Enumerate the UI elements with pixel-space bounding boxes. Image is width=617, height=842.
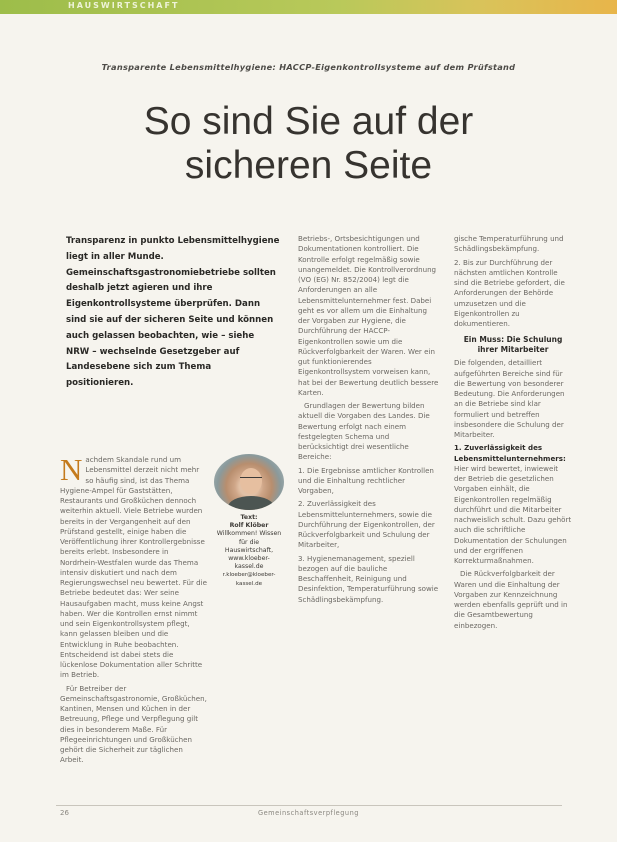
body-paragraph: Grundlagen der Bewertung bilden aktuell die Vorgaben des Landes. Die Bewertung erfolgt nach einem festgelegten Schema und berücksichtigt drei wesentliche Bereiche:: [298, 401, 430, 462]
author-label: Text:: [240, 514, 258, 521]
author-credit: [214, 514, 284, 588]
paragraph-heading: 1. Zuverlässigkeit des Lebensmittelunternehmers:: [454, 443, 566, 463]
body-paragraph: 1. Zuverlässigkeit des Lebensmittelunternehmers: Hier wird bewertet, inwieweit der Betrieb die gesetzlichen Vorgaben einhält, die Eigenkontrollen regelmäßig durchführt und die Mitarbeiter nachweislich schult. Dazu gehört auch die schriftliche Dokumentation der Schulungen und der ergriffenen Korrekturmaßnahmen.: [454, 443, 572, 565]
body-text: achdem Skandale rund um Lebensmittel derzeit nicht mehr so häufig sind, ist das Thema Hygiene-Ampel für Gaststätten, Restaurants und Großküchen dennoch weiterhin aktuell. Viele Betriebe wurden bereits in der Vergangenheit auf den Prüfstand gestellt, einige haben die Veröffentlichung ihrer Kontrollergebnisse bereits erlebt. Insbesondere in Nordrhein-Westfalen wurde das Thema intensiv diskutiert und nach dem Regierungswechsel neu bewertet. Für die Betriebe bedeutet das: Wer seine Hausaufgaben macht, muss keine Angst haben. Wer die Kontrollen ernst nimmt und sein Eigenkontrollsystem pflegt, kann gelassen bleiben und die Entwicklung in Ruhe beobachten. Entscheidend ist dabei stets die lückenlose Dokumentation aller Schritte im Betrieb.: [60, 455, 207, 680]
body-paragraph: Die folgenden, detailliert aufgeführten Bereiche sind für die Bewertung von besonderer Bedeutung. Die Anforderungen an die Betriebe sind klar formuliert und betreffen insbesondere die Schulung der Mitarbeiter.: [454, 358, 565, 439]
list-item: 2. Bis zur Durchführung der nächsten amtlichen Kontrolle sind die Betriebe gefordert, die Anforderungen der Behörde umzusetzen und die Eigenkontrollen zu dokumentieren.: [454, 257, 565, 328]
headline-line-1: So sind Sie auf der: [143, 100, 474, 143]
author-email: r.kloeber@kloeber-kassel.de: [222, 572, 276, 587]
list-item: 2. Zuverlässigkeit des Lebensmittelunternehmers, sowie die Durchführung der Eigenkontrollen, der Rückverfolgbarkeit und Schulung der Mitarbeiter,: [298, 499, 435, 550]
author-name: Rolf Klöber: [229, 522, 269, 530]
body-column-3: [454, 234, 572, 819]
headline-line-2: sicheren Seite: [184, 144, 433, 187]
body-paragraph: Für Betreiber der Gemeinschaftsgastronomie, Großküchen, Kantinen, Mensen und Küchen in der Betreuung, Pflege und Verpflegung gilt dies in besonderem Maße. Für Pflegeeinrichtungen und Großküchen gehört die Sicherheit zur täglichen Arbeit.: [60, 683, 207, 765]
body-paragraph: Die Rückverfolgbarkeit der Waren und die Einhaltung der Vorgaben zur Kennzeichnung werden ebenfalls geprüft und in die Gesamtbewertung einbezogen.: [454, 569, 568, 630]
list-item: 3. Hygienemanagement, speziell bezogen auf die bauliche Beschaffenheit, Reinigung und Desinfektion, Temperaturführung sowie Schädlingsbekämpfung.: [298, 553, 439, 604]
article-kicker: Transparente Lebensmittelhygiene: HACCP-Eigenkontrollsysteme auf dem Prüfstand: [101, 62, 516, 72]
author-web-2: kassel.de: [234, 563, 264, 571]
author-photo: [214, 454, 284, 510]
page-number: 26: [60, 809, 69, 817]
body-paragraph: Betriebs-, Ortsbesichtigungen und Dokumentationen kontrolliert. Die Kontrolle erfolgt regelmäßig sowie unangemeldet. Die Kontrollverordnung (VO (EG) Nr. 852/2004) legt die Anforderungen an alle Lebensmittelunternehmer fest. Dabei geht es vor allem um die Einhaltung der Vorgaben zur Hygiene, die Durchführung der HACCP-Eigenkontrollen sowie um die Rückverfolgbarkeit der Waren. Wer ein gut funktionierendes Eigenkontrollsystem vorweisen kann, hat bei der Bewertung deutlich bessere Karten.: [298, 234, 439, 397]
footer-divider: [56, 805, 562, 806]
author-role: Willkommen! Wissen für die Hauswirtschaft,: [216, 530, 282, 554]
section-header-bar: [0, 0, 617, 14]
body-column-1: [60, 455, 208, 823]
lead-paragraph: Transparenz in punkto Lebensmittelhygiene liegt in aller Munde. Gemeinschaftsgastronomiebetriebe sollten deshalb jetzt agieren und ihre Eigenkontrollsysteme überprüfen. Dann sind sie auf der sicheren Seite und können auch gelassen beobachten, wie – siehe NRW – wechselnde Gesetzgeber auf Landesebene sich zum Thema positionieren.: [66, 236, 280, 389]
body-column-2: [298, 234, 440, 819]
drop-cap: N: [60, 455, 83, 487]
list-item: 1. Die Ergebnisse amtlicher Kontrollen und die Einhaltung rechtlicher Vorgaben,: [298, 465, 434, 495]
magazine-name: Gemeinschaftsverpflegung: [258, 809, 359, 817]
author-web-1: www.kloeber-: [228, 555, 270, 563]
section-label: HAUSWIRTSCHAFT: [68, 1, 180, 10]
subheading: Ein Muss: Die Schulung ihrer Mitarbeiter: [463, 335, 563, 355]
list-item: gische Temperaturführung und Schädlingsbekämpfung.: [454, 234, 564, 254]
